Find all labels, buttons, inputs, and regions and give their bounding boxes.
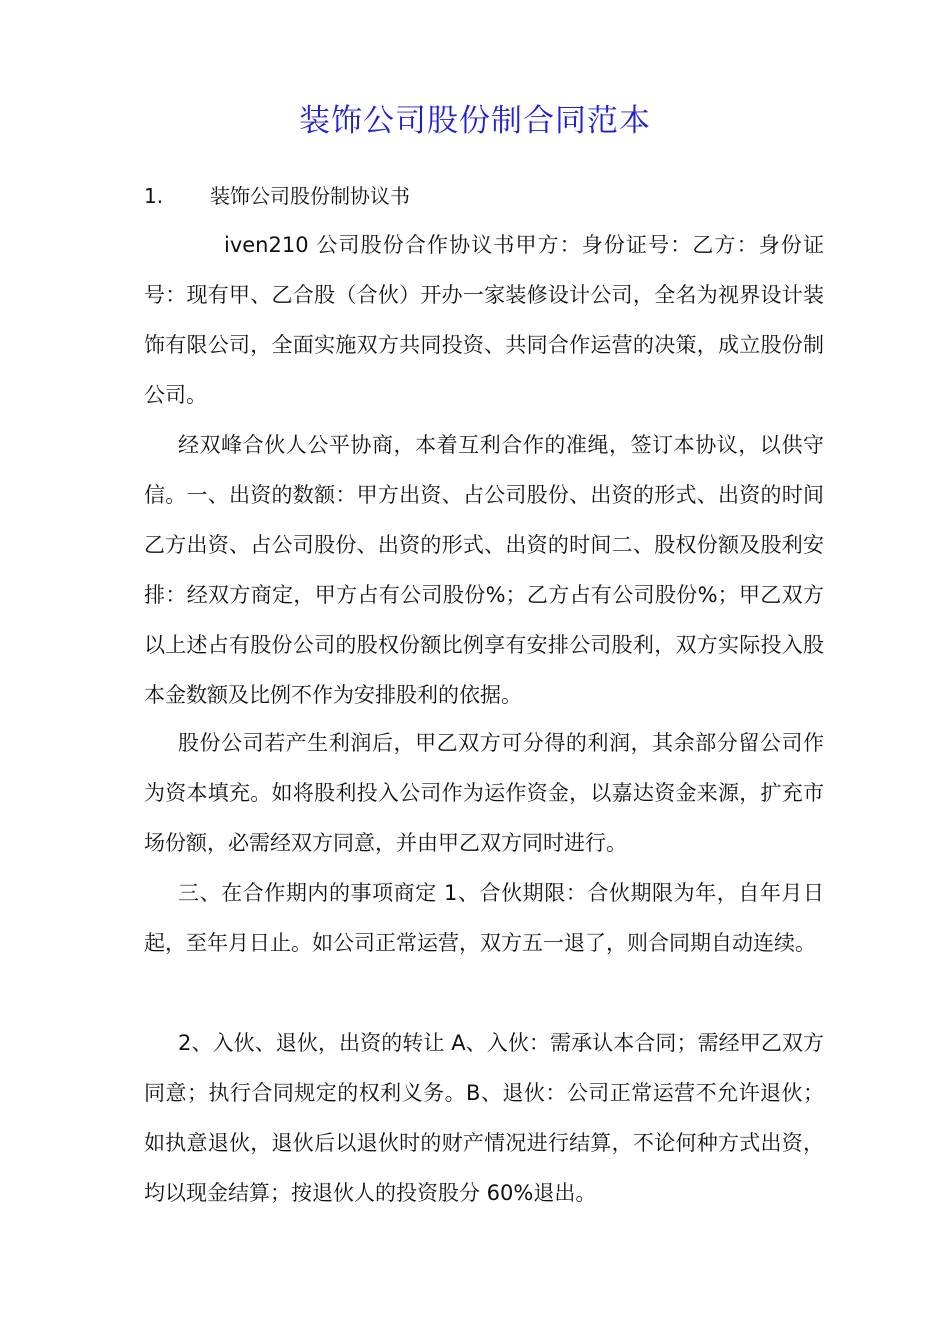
section-number: 1. xyxy=(144,184,164,208)
paragraph-5: 2、入伙、退伙，出资的转让 A、入伙：需承认本合同；需经甲乙双方同意；执行合同规定的权利义务。B、退伙：公司正常运营不允许退伙；如执意退伙，退伙后以退伙时的财产情况进行结算，不论何种方式出资，均以现金结算；按退伙人的投资股分 60%退出。 xyxy=(144,1031,824,1205)
paragraph-1: iven210 公司股份合作协议书甲方：身份证号：乙方：身份证号：现有甲、乙合股（合伙）开办一家装修设计公司，全名为视界设计装饰有限公司，全面实施双方共同投资、共同合作运营的决策，成立股份制公司。 xyxy=(144,233,824,407)
document-title: 装饰公司股份制合同范本 xyxy=(299,103,651,139)
section-heading-text: 装饰公司股份制协议书 xyxy=(210,184,410,208)
section-heading xyxy=(144,178,410,214)
paragraph-4: 三、在合作期内的事项商定 1、合伙期限：合伙期限为年，自年月日起，至年月日止。如公司正常运营，双方五一退了，则合同期自动连续。 xyxy=(144,881,824,955)
paragraph-3: 股份公司若产生利润后，甲乙双方可分得的利润，其余部分留公司作为资本填充。如将股利投入公司作为运作资金，以嘉达资金来源，扩充市场份额，必需经双方同意，并由甲乙双方同时进行。 xyxy=(144,731,824,855)
paragraph-2: 经双峰合伙人公平协商，本着互利合作的准绳，签订本协议，以供守信。一、出资的数额：甲方出资、占公司股份、出资的形式、出资的时间乙方出资、占公司股份、出资的形式、出资的时间二、股权份额及股利安排：经双方商定，甲方占有公司股份%；乙方占有公司股份%；甲乙双方以上述占有股份公司的股权份额比例享有安排公司股利，双方实际投入股本金数额及比例不作为安排股利的依据。 xyxy=(144,433,824,707)
